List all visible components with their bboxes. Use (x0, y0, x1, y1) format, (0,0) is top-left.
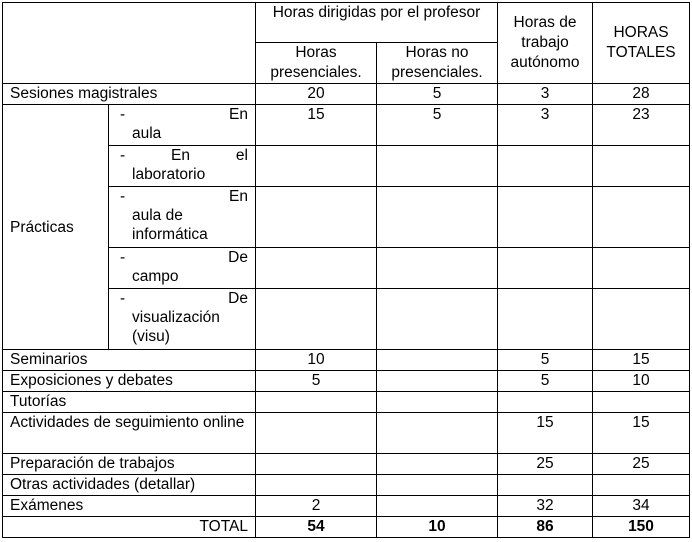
row-label: Exposiciones y debates (3, 371, 256, 392)
cell-total: 23 (593, 105, 690, 146)
cell-autonomo (498, 392, 593, 413)
cell-presenciales: 10 (256, 350, 377, 371)
table-row (3, 454, 690, 475)
total-no-presenciales: 10 (377, 517, 498, 538)
cell-no-presenciales (377, 371, 498, 392)
sub-line: - De (120, 290, 248, 307)
header-totales: HORAS TOTALES (593, 3, 690, 84)
cell-presenciales (256, 289, 377, 350)
sub-line: informática (132, 226, 208, 243)
cell-presenciales (256, 187, 377, 248)
row-label: Sesiones magistrales (3, 84, 256, 105)
table-row (3, 105, 690, 146)
cell-presenciales (256, 413, 377, 454)
row-label: Preparación de trabajos (3, 454, 256, 475)
row-label: Otras actividades (detallar) (3, 475, 256, 496)
practicas-sub-visu (109, 289, 256, 350)
cell-no-presenciales (377, 413, 498, 454)
cell-no-presenciales (377, 454, 498, 475)
sub-line: - En (120, 106, 248, 123)
cell-autonomo: 32 (498, 496, 593, 517)
cell-presenciales (256, 454, 377, 475)
cell-autonomo (498, 187, 593, 248)
row-label: Actividades de seguimiento online (3, 413, 256, 454)
cell-autonomo (498, 289, 593, 350)
sub-line: aula (132, 125, 162, 142)
cell-total (593, 248, 690, 289)
cell-total (593, 146, 690, 187)
cell-total: 15 (593, 350, 690, 371)
cell-no-presenciales (377, 187, 498, 248)
cell-presenciales: 20 (256, 84, 377, 105)
cell-presenciales (256, 475, 377, 496)
row-label: Exámenes (3, 496, 256, 517)
cell-total (593, 392, 690, 413)
cell-presenciales: 15 (256, 105, 377, 146)
sub-line: - En el (120, 147, 248, 164)
sub-line: aula de (132, 207, 183, 224)
cell-total (593, 187, 690, 248)
cell-presenciales (256, 248, 377, 289)
total-row (3, 517, 690, 538)
cell-no-presenciales (377, 350, 498, 371)
cell-autonomo: 5 (498, 371, 593, 392)
cell-autonomo: 25 (498, 454, 593, 475)
cell-no-presenciales (377, 248, 498, 289)
total-autonomo: 86 (498, 517, 593, 538)
cell-total (593, 289, 690, 350)
cell-no-presenciales (377, 289, 498, 350)
row-label: Tutorías (3, 392, 256, 413)
cell-autonomo: 3 (498, 84, 593, 105)
cell-autonomo: 3 (498, 105, 593, 146)
cell-presenciales (256, 146, 377, 187)
cell-no-presenciales (377, 475, 498, 496)
table-row (3, 371, 690, 392)
practicas-sub-campo (109, 248, 256, 289)
header-group-teacher: Horas dirigidas por el profesor (256, 3, 498, 43)
total-total: 150 (593, 517, 690, 538)
cell-total: 28 (593, 84, 690, 105)
cell-total: 25 (593, 454, 690, 475)
table-row (3, 475, 690, 496)
sub-line: (visu) (132, 328, 170, 345)
cell-presenciales (256, 392, 377, 413)
cell-no-presenciales (377, 392, 498, 413)
practicas-sub-laboratorio (109, 146, 256, 187)
cell-no-presenciales: 5 (377, 84, 498, 105)
cell-autonomo: 5 (498, 350, 593, 371)
hours-table (2, 2, 690, 538)
cell-autonomo: 15 (498, 413, 593, 454)
table-row (3, 84, 690, 105)
table-row (3, 350, 690, 371)
total-presenciales: 54 (256, 517, 377, 538)
total-label: TOTAL (3, 517, 256, 538)
table-row (3, 496, 690, 517)
cell-no-presenciales (377, 496, 498, 517)
header-presenciales: Horas presenciales. (256, 43, 377, 84)
table-row (3, 413, 690, 454)
header-autonomo: Horas de trabajo autónomo (498, 3, 593, 84)
sub-line: campo (132, 268, 179, 285)
cell-presenciales: 2 (256, 496, 377, 517)
cell-autonomo (498, 475, 593, 496)
cell-no-presenciales: 5 (377, 105, 498, 146)
cell-total: 15 (593, 413, 690, 454)
cell-total (593, 475, 690, 496)
row-label-practicas: Prácticas (3, 105, 109, 350)
header-blank-cell (3, 3, 256, 84)
cell-presenciales: 5 (256, 371, 377, 392)
row-label: Seminarios (3, 350, 256, 371)
practicas-sub-aula (109, 105, 256, 146)
table-row (3, 392, 690, 413)
cell-autonomo (498, 248, 593, 289)
cell-autonomo (498, 146, 593, 187)
cell-no-presenciales (377, 146, 498, 187)
sub-line: laboratorio (132, 166, 206, 183)
header-no-presenciales: Horas no presenciales. (377, 43, 498, 84)
sub-line: visualización (132, 309, 220, 326)
sub-line: - En (120, 188, 248, 205)
cell-total: 10 (593, 371, 690, 392)
sub-line: - De (120, 249, 248, 266)
cell-total: 34 (593, 496, 690, 517)
practicas-sub-informatica (109, 187, 256, 248)
